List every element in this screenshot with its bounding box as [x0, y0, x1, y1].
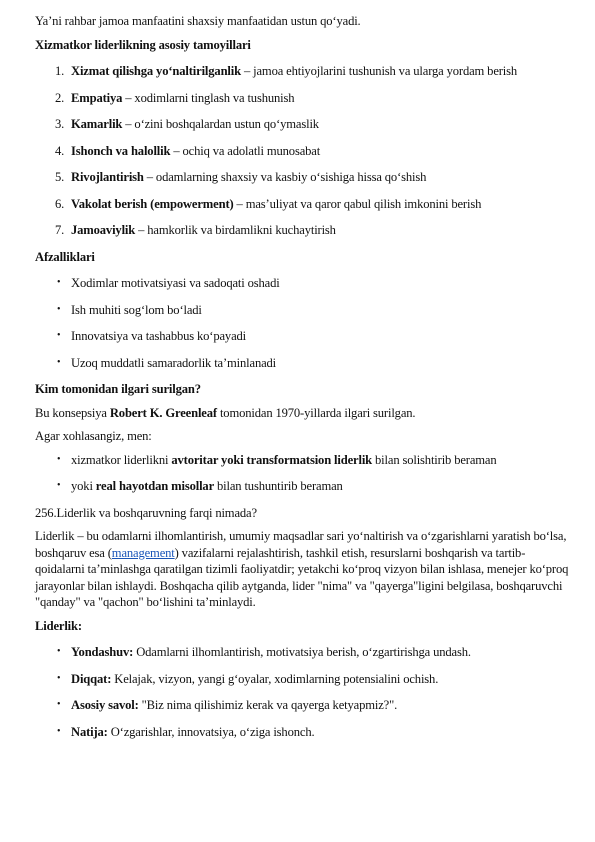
item-pre: xizmatkor liderlikni	[71, 452, 172, 467]
description: "Biz nima qilishimiz kerak va qayerga ketyapmiz?".	[138, 698, 398, 712]
description: – ochiq va adolatli munosabat	[170, 143, 321, 158]
item-text: Uzoq muddatli samaradorlik ta’minlanadi	[71, 355, 277, 370]
item-text: Xodimlar motivatsiyasi va sadoqati oshadi	[71, 276, 280, 290]
bullet-icon: •	[57, 356, 61, 368]
list-item	[35, 644, 573, 661]
item-pre: yoki	[71, 479, 96, 493]
item-post: bilan tushuntirib beraman	[214, 479, 343, 493]
leadership-heading: Liderlik:	[35, 618, 82, 633]
question-text: 256.Liderlik va boshqaruvning farqi nimada?	[35, 505, 257, 520]
description: – jamoa ehtiyojlarini tushunish va ularga yordam berish	[240, 64, 518, 78]
origin-heading: Kim tomonidan ilgari surilgan?	[35, 382, 201, 396]
list-item	[35, 724, 573, 741]
term: Yondashuv:	[71, 645, 134, 659]
list-number: 6.	[55, 196, 65, 211]
term: Xizmat qilishga yo‘naltirilganlik	[71, 64, 241, 78]
description: Odamlarni ilhomlantirish, motivatsiya berish, o‘zgartirishga undash.	[133, 645, 471, 659]
description: Kelajak, vizyon, yangi g‘oyalar, xodimlarning potensialini ochish.	[111, 671, 439, 686]
list-number: 3.	[55, 117, 65, 131]
term: Rivojlantirish	[71, 170, 144, 184]
list-item	[35, 328, 573, 345]
list-number: 1.	[55, 64, 65, 78]
bullet-icon: •	[57, 277, 61, 288]
bullet-icon: •	[57, 303, 61, 315]
description: – o‘zini boshqalardan ustun qo‘ymaslik	[122, 117, 319, 131]
list-item	[35, 355, 573, 372]
list-number: 4.	[55, 143, 65, 158]
bullet-icon: •	[57, 646, 61, 657]
offer-list	[35, 452, 573, 495]
intro-text: Ya’ni rahbar jamoa manfaatini shaxsiy manfaatidan ustun qo‘yadi.	[35, 14, 361, 28]
list-item	[35, 116, 573, 133]
item-text: Innovatsiya va tashabbus ko‘payadi	[71, 329, 247, 343]
term: Asosiy savol:	[71, 698, 139, 712]
description: – hamkorlik va birdamlikni kuchaytirish	[135, 223, 336, 237]
description: – mas’uliyat va qaror qabul qilish imkonini berish	[233, 196, 482, 211]
list-item	[35, 169, 573, 186]
bullet-icon: •	[57, 453, 61, 465]
list-item	[35, 478, 573, 495]
term: Empatiya	[71, 90, 123, 105]
bullet-icon: •	[57, 330, 61, 341]
bullet-icon: •	[57, 480, 61, 491]
list-item	[35, 302, 573, 319]
advantages-heading: Afzalliklari	[35, 249, 95, 264]
list-number: 7.	[55, 223, 65, 237]
list-item	[35, 63, 573, 80]
list-item	[35, 275, 573, 292]
item-text: Ish muhiti sog‘lom bo‘ladi	[71, 302, 202, 317]
advantages-list	[35, 275, 573, 371]
term: Kamarlik	[71, 117, 123, 131]
list-item	[35, 90, 573, 107]
item-bold: avtoritar yoki transformatsion liderlik	[171, 452, 373, 467]
term: Diqqat:	[71, 671, 112, 686]
leadership-list	[35, 644, 573, 740]
term: Vakolat berish (empowerment)	[71, 196, 234, 211]
origin-before: Bu konsepsiya	[35, 405, 110, 420]
list-item	[35, 222, 573, 239]
origin-after: tomonidan 1970-yillarda ilgari surilgan.	[216, 405, 416, 420]
compare-intro: Agar xohlasangiz, men:	[35, 429, 152, 443]
list-item	[35, 196, 573, 213]
description: – odamlarning shaxsiy va kasbiy o‘sishiga hissa qo‘shish	[143, 170, 427, 184]
item-post: bilan solishtirib beraman	[372, 452, 497, 467]
answer-paragraph	[35, 528, 573, 611]
term: Natija:	[71, 724, 108, 739]
list-item	[35, 452, 573, 469]
list-number: 5.	[55, 170, 65, 184]
term: Jamoaviylik	[71, 223, 136, 237]
origin-text	[35, 405, 573, 422]
bullet-icon: •	[57, 725, 61, 737]
description: O‘zgarishlar, innovatsiya, o‘ziga ishonch.	[107, 724, 315, 739]
description: – xodimlarni tinglash va tushunish	[122, 90, 295, 105]
list-number: 2.	[55, 90, 65, 105]
bullet-icon: •	[57, 699, 61, 710]
answer-before: Liderlik – bu odamlarni ilhomlantirish, umumiy maqsadlar sari yo‘naltirish va o‘zgarishlarni yaratish bo‘lsa, boshqaruv esa (	[35, 529, 567, 560]
item-bold: real hayotdan misollar	[95, 479, 215, 493]
author-name: Robert K. Greenleaf	[109, 405, 217, 420]
bullet-icon: •	[57, 672, 61, 684]
list-item	[35, 143, 573, 160]
management-link[interactable]: management	[111, 545, 175, 560]
answer-after: ) vazifalarni rejalashtirish, tashkil etish, resurslarni boshqarish va tartib-qoidalarni ta’minlashga qaratilgan tizimli faoliyatdir; yetakchi ko‘proq vizyon bilan ishlasa, menejer ko‘proq jarayonlar bilan ishlaydi. Boshqacha qilib aytganda, lider "nima" va "qayerga"ligini belgilasa, boshqaruvchi "qanday" va "qachon" bo‘lishini ta’minlaydi.	[35, 545, 569, 609]
principles-list	[35, 63, 573, 239]
principles-heading: Xizmatkor liderlikning asosiy tamoyillari	[35, 37, 251, 52]
list-item	[35, 671, 573, 688]
term: Ishonch va halollik	[71, 143, 171, 158]
list-item	[35, 697, 573, 714]
